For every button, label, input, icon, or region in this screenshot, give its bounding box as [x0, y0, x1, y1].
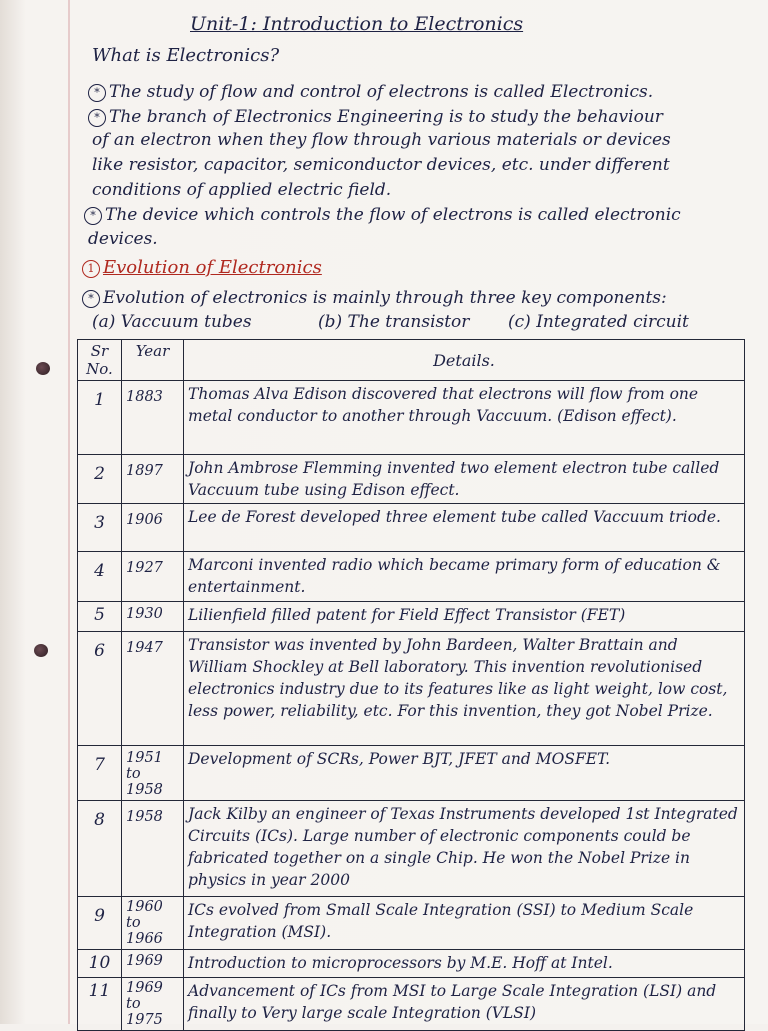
year-cell: 1906	[122, 504, 184, 552]
year-cell: 1947	[122, 632, 184, 746]
year-cell: 1897	[122, 455, 184, 504]
details-cell: Development of SCRs, Power BJT, JFET and MOSFET.	[184, 746, 745, 801]
details-cell: ICs evolved from Small Scale Integration (SSI) to Medium Scale Integration (MSI).	[184, 897, 745, 950]
sr-cell: 9	[78, 897, 122, 950]
year-cell: 1883	[122, 381, 184, 455]
table-row	[78, 978, 745, 1031]
year-cell: 1960 to 1966	[122, 897, 184, 950]
details-cell: Lilienfield filled patent for Field Effect Transistor (FET)	[184, 602, 745, 632]
what-point-2-cont: of an electron when they flow through various materials or devices	[92, 130, 671, 150]
table-row	[78, 950, 745, 978]
header-details: Details.	[184, 340, 745, 381]
sr-cell: 6	[78, 632, 122, 746]
punch-hole	[36, 362, 50, 375]
sr-cell: 7	[78, 746, 122, 801]
what-point-2-cont: conditions of applied electric field.	[92, 180, 392, 200]
sr-cell: 1	[78, 381, 122, 455]
sr-cell: 8	[78, 801, 122, 897]
sr-cell: 3	[78, 504, 122, 552]
sr-cell: 2	[78, 455, 122, 504]
table-row	[78, 746, 745, 801]
details-cell: Lee de Forest developed three element tube called Vaccuum triode.	[184, 504, 745, 552]
details-cell: John Ambrose Flemming invented two element electron tube called Vaccuum tube using Edison effect.	[184, 455, 745, 504]
page-title: Unit-1: Introduction to Electronics	[190, 13, 524, 35]
sr-cell: 11	[78, 978, 122, 1031]
details-cell: Introduction to microprocessors by M.E. Hoff at Intel.	[184, 950, 745, 978]
component-integrated-circuit: (c) Integrated circuit	[508, 312, 689, 332]
table-row	[78, 602, 745, 632]
table-header-row	[78, 340, 745, 381]
year-cell: 1969	[122, 950, 184, 978]
what-point-1: * The study of flow and control of electrons is called Electronics.	[88, 82, 653, 102]
what-point-3: * The device which controls the flow of electrons is called electronic	[84, 205, 681, 225]
table-row	[78, 381, 745, 455]
details-cell: Advancement of ICs from MSI to Large Scale Integration (LSI) and finally to Very large scale Integration (VLSI)	[184, 978, 745, 1031]
header-sr-no: Sr No.	[78, 340, 122, 381]
punch-hole	[34, 644, 48, 657]
details-cell: Jack Kilby an engineer of Texas Instruments developed 1st Integrated Circuits (ICs). Large number of electronic components could be fabricated together on a single Chip. He won the Nobel Prize in physics in year 2000	[184, 801, 745, 897]
evolution-intro: * Evolution of electronics is mainly through three key components:	[82, 288, 667, 308]
table-row	[78, 897, 745, 950]
what-point-2-cont: like resistor, capacitor, semiconductor devices, etc. under different	[92, 155, 670, 175]
year-cell: 1969 to 1975	[122, 978, 184, 1031]
table-row	[78, 632, 745, 746]
details-cell: Thomas Alva Edison discovered that electrons will flow from one metal conductor to another through Vaccuum. (Edison effect).	[184, 381, 745, 455]
evolution-table	[77, 339, 745, 1031]
table-row	[78, 455, 745, 504]
year-cell: 1958	[122, 801, 184, 897]
year-cell: 1930	[122, 602, 184, 632]
what-point-3-cont: devices.	[88, 229, 158, 249]
component-vacuum-tubes: (a) Vaccuum tubes	[92, 312, 252, 332]
table-row	[78, 801, 745, 897]
table-row	[78, 504, 745, 552]
what-point-2: * The branch of Electronics Engineering is to study the behaviour	[88, 107, 663, 127]
details-cell: Transistor was invented by John Bardeen, Walter Brattain and William Shockley at Bell laboratory. This invention revolutionised electronics industry due to its features like as light weight, low cost, less power, reliability, etc. For this invention, they got Nobel Prize.	[184, 632, 745, 746]
sr-cell: 4	[78, 552, 122, 602]
details-cell: Marconi invented radio which became primary form of education & entertainment.	[184, 552, 745, 602]
evolution-heading: 1 Evolution of Electronics	[82, 258, 322, 278]
table-row	[78, 552, 745, 602]
component-transistor: (b) The transistor	[318, 312, 470, 332]
margin-line	[68, 0, 70, 1024]
sr-cell: 5	[78, 602, 122, 632]
asterisk-bullet-icon: *	[82, 290, 100, 308]
sr-cell: 10	[78, 950, 122, 978]
asterisk-bullet-icon: *	[88, 84, 106, 102]
circled-number-icon: 1	[82, 260, 100, 278]
header-year: Year	[122, 340, 184, 381]
year-cell: 1927	[122, 552, 184, 602]
asterisk-bullet-icon: *	[88, 109, 106, 127]
asterisk-bullet-icon: *	[84, 207, 102, 225]
year-cell: 1951 to 1958	[122, 746, 184, 801]
what-heading: What is Electronics?	[92, 45, 280, 66]
